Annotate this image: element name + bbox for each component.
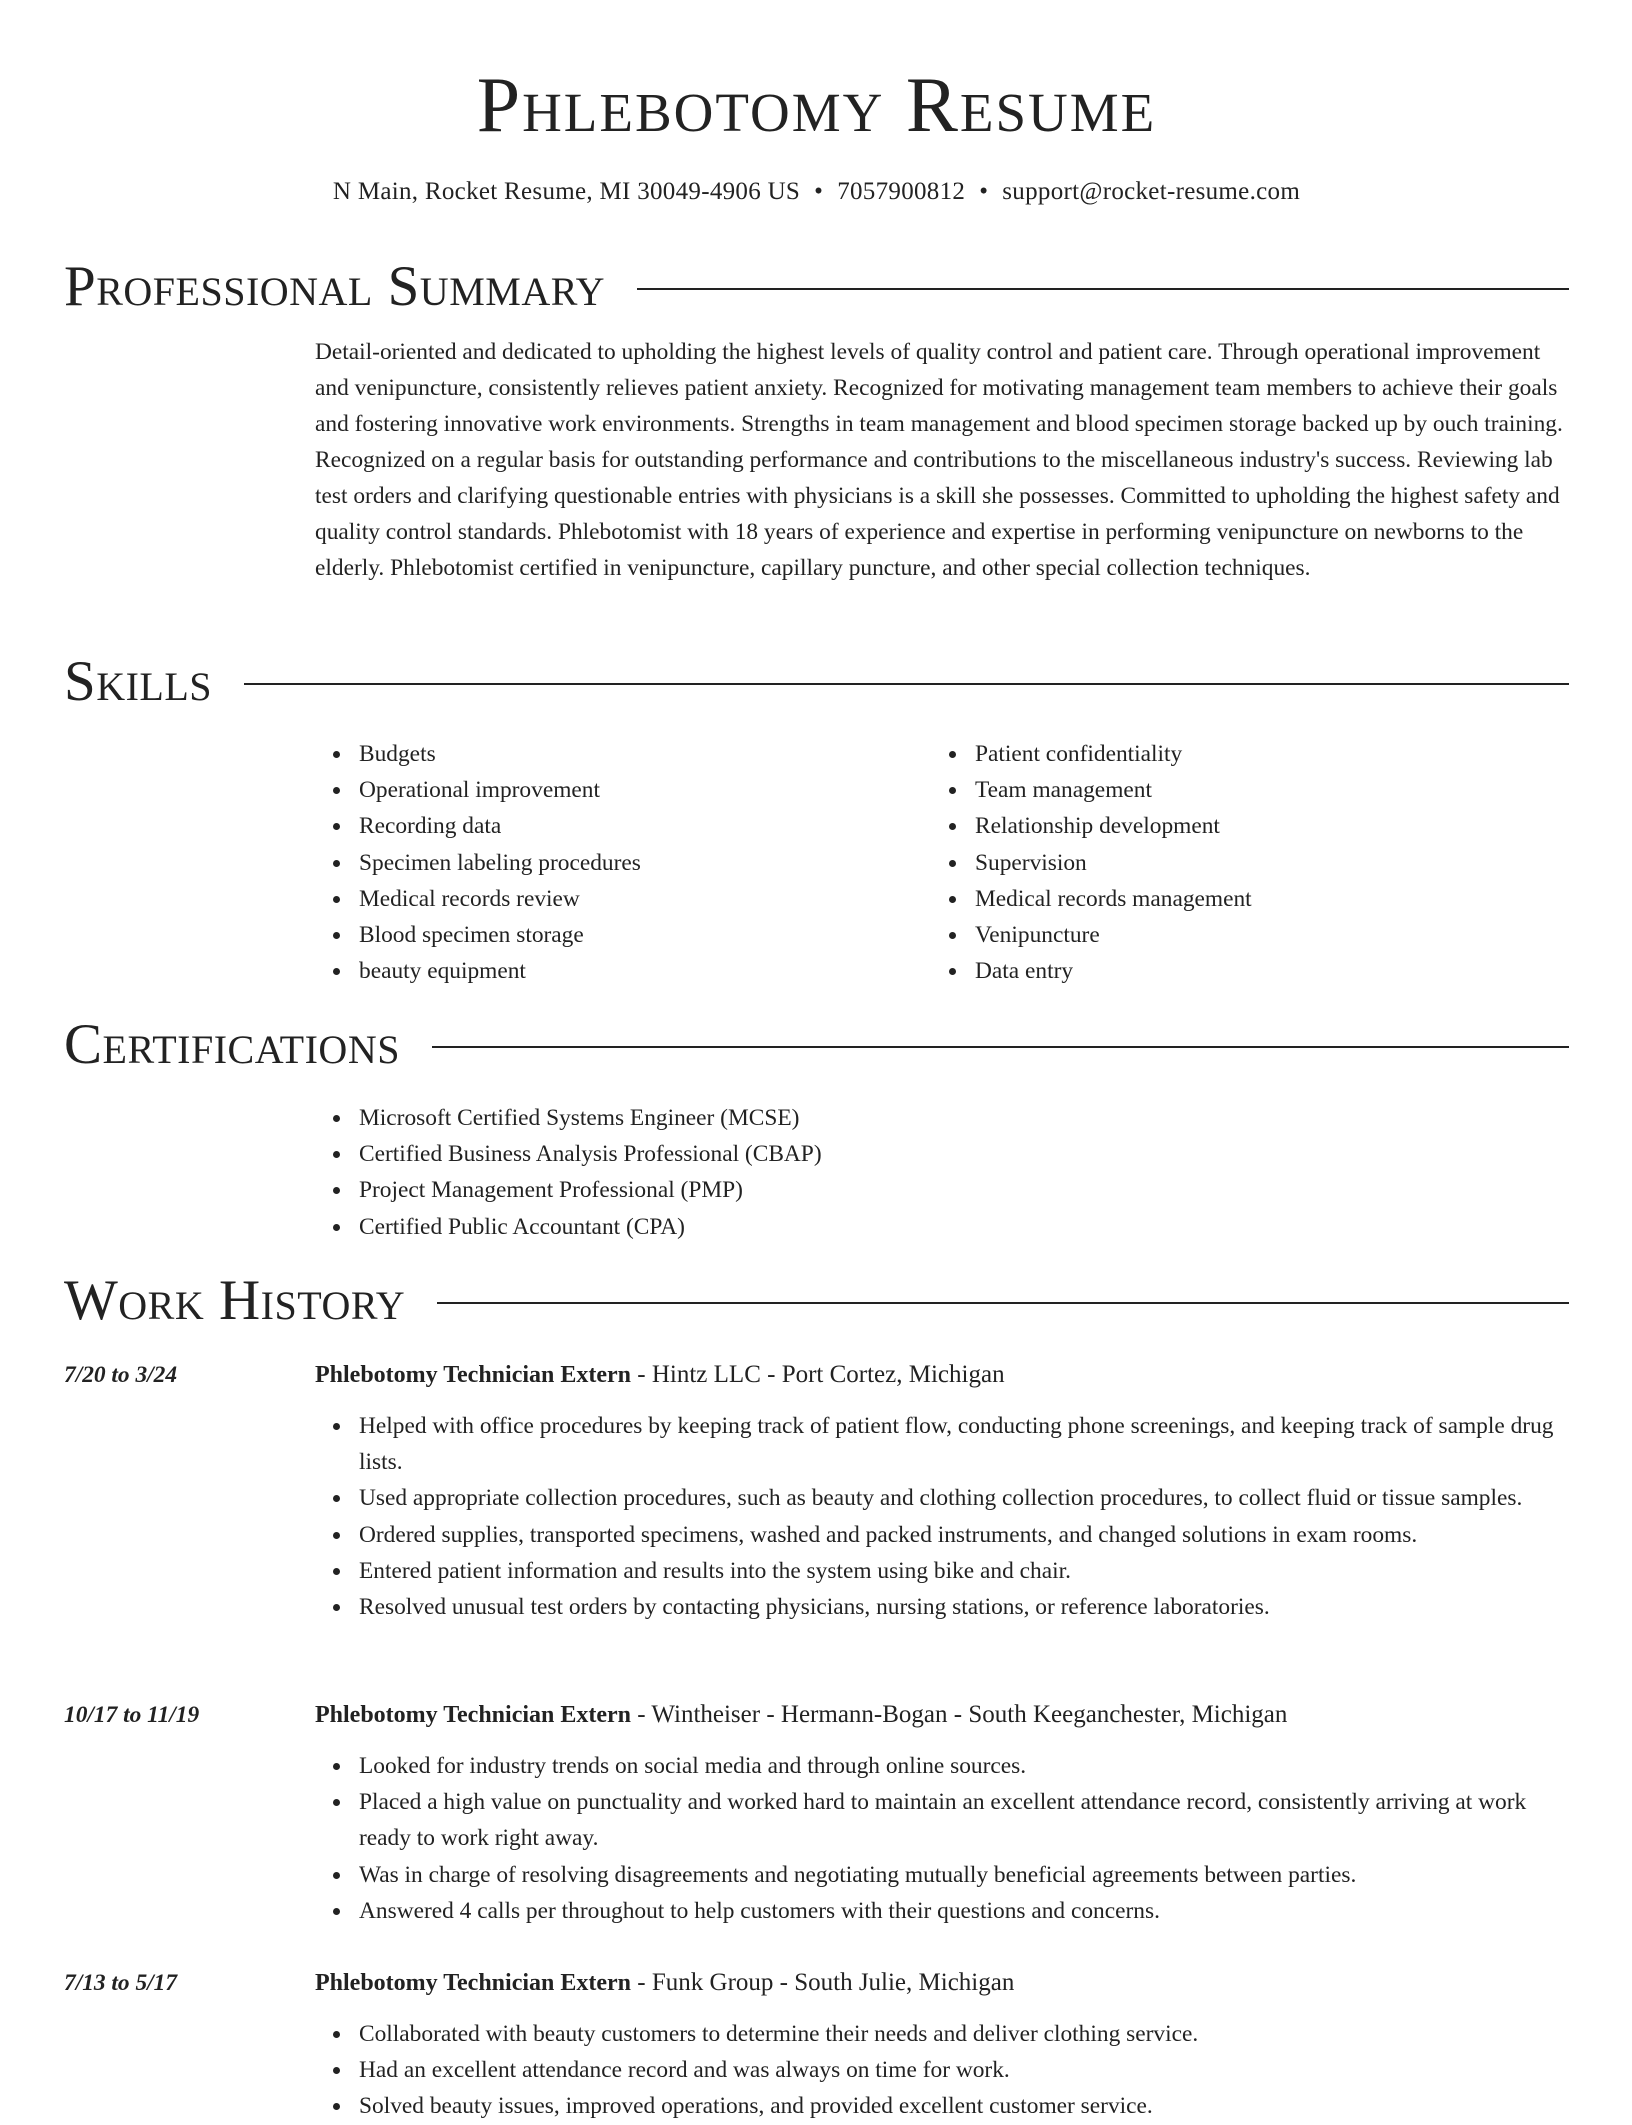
skill-item: Recording data	[359, 808, 915, 844]
contact-address: N Main, Rocket Resume, MI 30049-4906 US	[332, 178, 801, 205]
certification-item: Certified Public Accountant (CPA)	[359, 1209, 1565, 1245]
skills-left-column	[315, 736, 915, 989]
job-heading	[315, 1697, 1565, 1733]
contact-phone[interactable]: 7057900812	[837, 178, 966, 205]
job-bullet: Had an excellent attendance record and was always on time for work.	[359, 2052, 1569, 2088]
certification-item: Microsoft Certified Systems Engineer (MCSE)	[359, 1100, 1565, 1136]
job-details: - Wintheiser - Hermann-Bogan - South Keeganchester, Michigan	[631, 1701, 1288, 1728]
job-bullet: Ordered supplies, transported specimens, washed and packed instruments, and changed solutions in exam rooms.	[359, 1517, 1569, 1553]
job-bullets	[315, 1748, 1569, 1929]
section-divider	[244, 683, 1569, 685]
skills-section-header	[64, 650, 1569, 714]
job-bullet: Collaborated with beauty customers to determine their needs and deliver clothing service.	[359, 2016, 1569, 2052]
summary-text: Detail-oriented and dedicated to upholding the highest levels of quality control and patient care. Through operational improvement and venipuncture, consistently relieves patient anxiety. Recognized for motivating management team members to achieve their goals and fostering innovative work environments. Strengths in team management and blood specimen storage backed up by ouch training. Recognized on a regular basis for outstanding performance and contributions to the miscellaneous industry's success. Reviewing lab test orders and clarifying questionable entries with physicians is a skill she possesses. Committed to upholding the highest safety and quality control standards. Phlebotomist with 18 years of experience and expertise in performing venipuncture on newborns to the elderly. Phlebotomist certified in venipuncture, capillary puncture, and other special collection techniques.	[315, 339, 1563, 581]
skill-item: Venipuncture	[975, 917, 1531, 953]
skill-item: Blood specimen storage	[359, 917, 915, 953]
skill-item: Medical records review	[359, 881, 915, 917]
skill-item: Relationship development	[975, 808, 1531, 844]
job-bullet: Solved beauty issues, improved operations, and provided excellent customer service.	[359, 2088, 1569, 2124]
contact-separator: •	[979, 178, 989, 205]
skills-left-list	[315, 736, 915, 989]
summary-heading: Professional Summary	[64, 255, 606, 318]
section-divider	[637, 288, 1569, 290]
skill-item: Medical records management	[975, 881, 1531, 917]
job-dates: 7/13 to 5/17	[64, 1970, 178, 1996]
job-dates: 7/20 to 3/24	[64, 1362, 178, 1388]
skill-item: Patient confidentiality	[975, 736, 1531, 772]
job-bullet: Looked for industry trends on social media and through online sources.	[359, 1748, 1569, 1784]
certification-item: Certified Business Analysis Professional (CBAP)	[359, 1136, 1565, 1172]
skill-item: Budgets	[359, 736, 915, 772]
contact-line	[64, 172, 1569, 212]
contact-separator: •	[814, 178, 824, 205]
resume-title: Phlebotomy Resume	[476, 61, 1157, 148]
certifications-heading: Certifications	[64, 1013, 400, 1076]
skill-item: Specimen labeling procedures	[359, 845, 915, 881]
skill-item: beauty equipment	[359, 953, 915, 989]
skill-item: Team management	[975, 772, 1531, 808]
job-details: - Hintz LLC - Port Cortez, Michigan	[631, 1361, 1005, 1388]
certifications-section-header	[64, 1013, 1569, 1077]
skill-item: Data entry	[975, 953, 1531, 989]
job-heading	[315, 1965, 1565, 2001]
job-title: Phlebotomy Technician Extern	[315, 1362, 632, 1388]
work-history-heading: Work History	[64, 1269, 406, 1332]
skills-right-list	[931, 736, 1531, 989]
job-title: Phlebotomy Technician Extern	[315, 1970, 632, 1996]
skills-right-column	[931, 736, 1531, 989]
job-bullet: Resolved unusual test orders by contacting physicians, nursing stations, or reference laboratories.	[359, 1589, 1569, 1625]
work-history-section-header	[64, 1269, 1569, 1333]
job-heading	[315, 1357, 1565, 1393]
job-bullets	[315, 1408, 1569, 1625]
certifications-list	[315, 1100, 1565, 1245]
resume-page	[64, 0, 1569, 2120]
job-bullet: Entered patient information and results into the system using bike and chair.	[359, 1553, 1569, 1589]
skills-heading: Skills	[64, 650, 213, 713]
job-bullet: Helped with office procedures by keeping track of patient flow, conducting phone screenings, and keeping track of sample drug lists.	[359, 1408, 1569, 1480]
certification-item: Project Management Professional (PMP)	[359, 1172, 1565, 1208]
job-bullet: Placed a high value on punctuality and worked hard to maintain an excellent attendance record, consistently arriving at work ready to work right away.	[359, 1784, 1569, 1856]
skill-item: Supervision	[975, 845, 1531, 881]
job-bullet: Was in charge of resolving disagreements and negotiating mutually beneficial agreements between parties.	[359, 1857, 1569, 1893]
skill-item: Operational improvement	[359, 772, 915, 808]
section-divider	[437, 1302, 1569, 1304]
summary-section-header	[64, 255, 1569, 319]
job-dates: 10/17 to 11/19	[64, 1702, 200, 1728]
job-title: Phlebotomy Technician Extern	[315, 1702, 632, 1728]
certifications-list-container	[315, 1100, 1565, 1245]
job-bullet: Answered 4 calls per throughout to help customers with their questions and concerns.	[359, 1893, 1569, 1929]
contact-email[interactable]: support@rocket-resume.com	[1002, 178, 1301, 205]
job-bullet: Used appropriate collection procedures, such as beauty and clothing collection procedures, to collect fluid or tissue samples.	[359, 1480, 1569, 1516]
job-details: - Funk Group - South Julie, Michigan	[631, 1969, 1015, 1996]
section-divider	[432, 1046, 1569, 1048]
job-bullets	[315, 2016, 1569, 2125]
